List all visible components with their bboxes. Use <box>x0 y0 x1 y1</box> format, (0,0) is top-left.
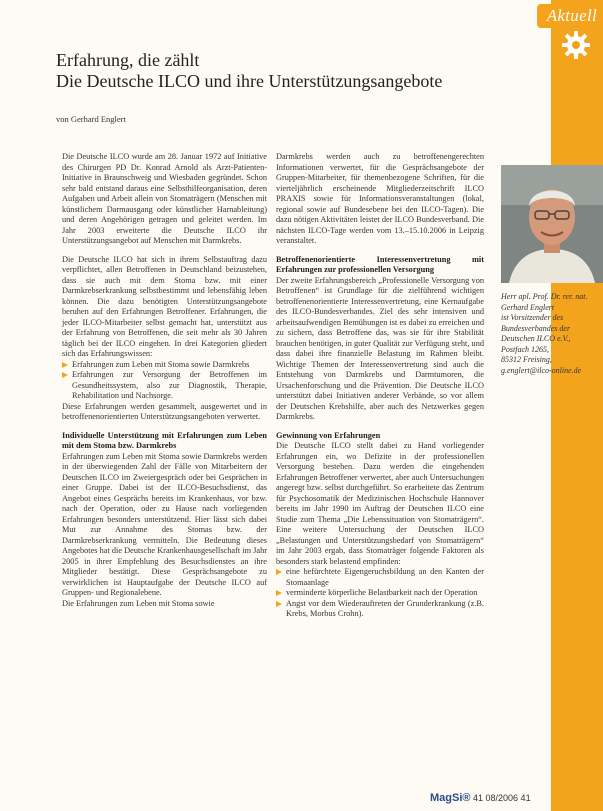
author-byline: von Gerhard Englert <box>56 114 126 124</box>
text-column-left <box>62 152 267 617</box>
list-item: Erfahrungen zur Versorgung der Betroffenen im Gesundheitssystem, also zur Diagnostik, Therapie, Rehabilitation und Nachsorge. <box>62 370 267 402</box>
photo-caption: Herr apl. Prof. Dr. rer. nat. Gerhard Englert ist Vorsitzender des Bundesverbandes der Deutschen ILCO e.V., Postfach 1265, 85312 Freising, g.englert@ilco-online.de <box>501 292 588 375</box>
bullet-list <box>62 360 267 402</box>
page-footer <box>430 792 531 804</box>
bullet-list <box>276 567 484 620</box>
section-label: Aktuell <box>546 6 597 25</box>
gear-icon <box>561 30 591 60</box>
list-item: eine befürchtete Eigengeruchsbildung an den Kanten der Stomaanlage <box>276 567 484 588</box>
paragraph: Die Erfahrungen zum Leben mit Stoma sowie <box>62 598 215 608</box>
paragraph: Der zweite Erfahrungsbereich „Professionelle Versorgung von Betroffenen“ ist Grundlage für die zielführend wichtigen betroffenenorientierte Interessenvertretung, eine Kernaufgabe des ILCO-Bundesverbandes. Ziel des sehr intensiven und arbeitsaufwendigen Bemühungen ist es dabei zu erreichen und zu sichern, dass Betroffene das, was sie für ihre Stabilität brauchen benötigen, in guter Qualität zur Verfügung steht, und dass dabei ihre finanzielle Belastung im Rahmen bleibt. Wichtige Themen der Interessenvertretung sind auch die Entstehung von Darmkrebs und Darmtumoren, die Ursachenforschung und die Prävention. Die Deutsche ILCO unterstützt dabei Initiativen anderer Verbände, so vor allem der Deutschen Krebshilfe, aber auch des Netzwerkes gegen Darmkrebs. <box>276 275 484 421</box>
title-line-2: Die Deutsche ILCO und ihre Unterstützungsangebote <box>56 71 443 91</box>
author-photo <box>501 165 603 283</box>
paragraph: Die Deutsche ILCO stellt dabei zu Hand vorliegender Erfahrungen ein, wo Defizite in der professionellen Versorgung bestehen. Dazu werden die eingehenden Erfahrungen Betroffener verwertet, aber auch Untersuchungen angeregt bzw. selbst durchgeführt. So erarbeitete das Zentrum für Psychosomatik der Medizinischen Hochschule Hannover bereits im Jahr 1990 im Auftrag der Deutschen ILCO eine Studie zum Thema „Die Lebenssituation von Stomaträgern“. Eine weitere Untersuchung der Deutschen ILCO „Belastungen und Unterstützungsbedarf von Stomaträgern“ im Jahr 2003 ergab, dass Stomaträger folgende Faktoren als besonders stark belastend empfinden: <box>276 441 484 566</box>
paragraph: Darmkrebs werden auch zu betroffenengerechten Informationen verwertet, für die Gesprächsangebote der Gruppen-Mitarbeiter, für themenbezogene Schriften, für die vierteljährlich erscheinende Mitgliederzeitschrift ILCO PRAXIS sowie für Informationsveranstaltungen (lokal, regional sowie auf Bundesebene bei den ILCO-Tagen). Die dazu nötigen Aktivitäten leistet der ILCO Bundesverband. Die nächsten ILCO-Tage werden vom 13.–15.10.2006 in Leipzig veranstaltet. <box>276 152 484 245</box>
paragraph: Erfahrungen zum Leben mit Stoma sowie Darmkrebs werden in der überwiegenden Zahl der Fälle von Mitarbeitern der Deutschen ILCO im Zweiergespräch oder bei Gesprächen in einer Gruppe. Dabei ist der ILCO-Besuchsdienst, das Angebot eines Gesprächs bereits im Krankenhaus, vor bzw. nach der Operation, oder zu Hause nach vorliegenden Erfahrungen besonders unterstützend. Hier lässt sich dabei Mut zur Annahme des Stomas bzw. der Darmkrebserkrankung vermitteln. Die Bedeutung dieses Angebotes hat die Deutsche Krankenhausgesellschaft im Jahr 2005 in ihrer Empfehlung des Besuchsdienstes an ihre Mitglieder bestätigt. Diese Gesprächsangebote zu verwirklichen ist Hauptaufgabe der Deutsche ILCO auf Gruppen- und Regionalebene. <box>62 451 267 597</box>
text-column-right <box>276 152 484 620</box>
subheading: Betroffenenorientierte Interessenvertretung mit Erfahrungen zur professionellen Versorgung <box>276 254 484 274</box>
list-item: Erfahrungen zum Leben mit Stoma sowie Darmkrebs <box>62 360 267 371</box>
subheading: Individuelle Unterstützung mit Erfahrungen zum Leben mit dem Stoma bzw. Darmkrebs <box>62 430 267 450</box>
orange-side-bar <box>551 0 603 811</box>
paragraph: Die Deutsche ILCO wurde am 28. Januar 1972 auf Initiative des Chirurgen PD Dr. Konrad Arnold als Arzt-Patienten-Initiative in Braunschweig und Wiesbaden gegründet. Schon sehr bald entstand daraus eine Selbsthilfeorganisation, deren Aufgaben und Arbeit allein von Stomaträgern (Menschen mit künstlichem Darmausgang oder künstlicher Harnableitung) und deren Angehörigen getragen und geleitet werden. Im Jahr 2003 erweiterte die Deutsche ILCO ihr Unterstützungsangebot auf Menschen mit Darmkrebs. <box>62 152 267 245</box>
paragraph: Die Deutsche ILCO hat sich in ihrem Selbstauftrag dazu verpflichtet, allen Betroffenen in Deutschland beizustehen, dass sie auch mit dem Stoma bzw. mit einer Darmkrebserkrankung selbstbestimmt und lebensfähig leben können. Die dazu benötigten Unterstützungsangebote beruhen auf den Erfahrungen Betroffener. Erfahrungen, die jeder ILCO-Mitarbeiter selbst gemacht hat, unterstützt aus der Erfahrung von Betroffenen, die seit mehr als 30 Jahren täglich bei der ILCO eingehen. In drei Kategorien gliedert sich das Erfahrungswissen: <box>62 254 267 358</box>
article-title <box>56 50 536 92</box>
list-item: verminderte körperliche Belastbarkeit nach der Operation <box>276 588 484 599</box>
title-line-1: Erfahrung, die zählt <box>56 50 200 70</box>
magazine-name: MagSi® <box>430 792 471 804</box>
subheading: Gewinnung von Erfahrungen <box>276 430 381 440</box>
issue-info: 41 08/2006 41 <box>473 793 531 803</box>
list-item: Angst vor dem Wiederauftreten der Grunderkrankung (z.B. Krebs, Morbus Crohn). <box>276 599 484 620</box>
paragraph: Diese Erfahrungen werden gesammelt, ausgewertet und in betroffenenorientierten Unterstützungsangeboten verwertet. <box>62 401 267 421</box>
